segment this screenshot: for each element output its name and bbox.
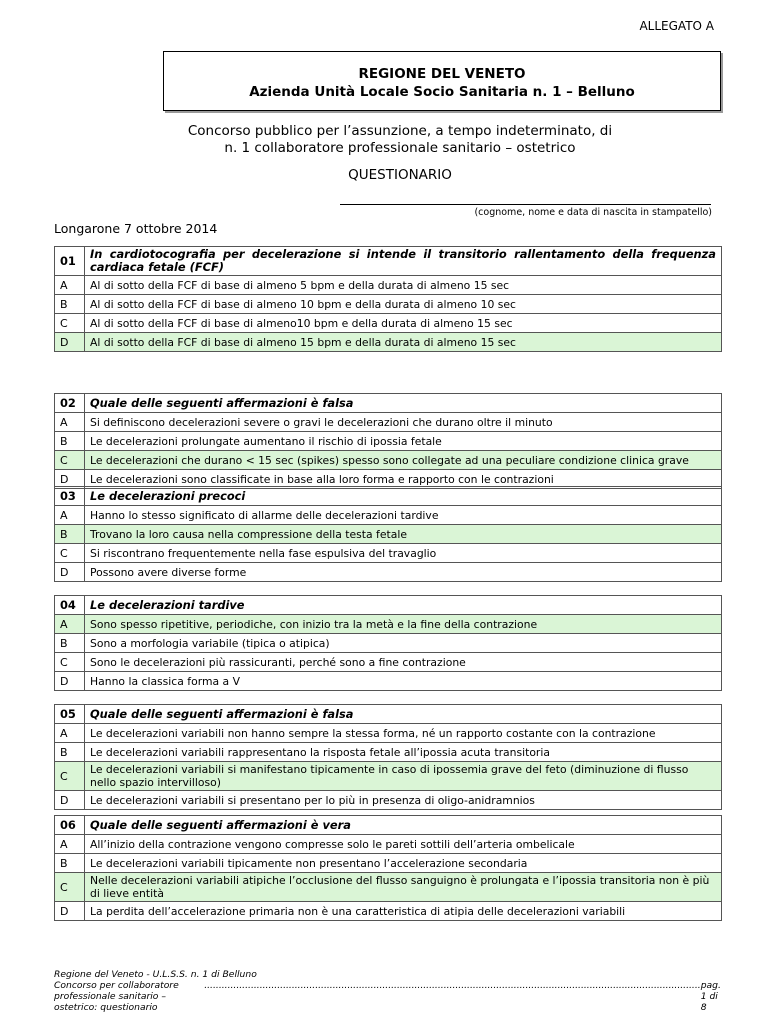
answer-text: Possono avere diverse forme bbox=[85, 563, 722, 582]
header-box bbox=[163, 51, 721, 111]
concorso-title bbox=[130, 123, 670, 157]
answer-letter: D bbox=[55, 470, 85, 489]
signature-line bbox=[340, 204, 711, 205]
answer-row bbox=[55, 743, 722, 762]
answer-letter: D bbox=[55, 563, 85, 582]
answer-text: Sono le decelerazioni più rassicuranti, perché sono a fine contrazione bbox=[85, 653, 722, 672]
footer-dots: .......................................................................................................................................................................... bbox=[204, 980, 701, 991]
question-text: Le decelerazioni tardive bbox=[85, 596, 722, 615]
question-number: 05 bbox=[55, 705, 85, 724]
footer-page-number: pag. 1 di 8 bbox=[700, 980, 721, 1013]
answer-text: Le decelerazioni variabili non hanno sempre la stessa forma, né un rapporto costante con la contrazione bbox=[85, 724, 722, 743]
answer-text: Al di sotto della FCF di base di almeno 10 bpm e della durata di almeno 10 sec bbox=[85, 295, 722, 314]
question-number: 02 bbox=[55, 394, 85, 413]
answer-text: Sono a morfologia variabile (tipica o atipica) bbox=[85, 634, 722, 653]
concorso-line-2: n. 1 collaboratore professionale sanitario – ostetrico bbox=[224, 140, 576, 156]
question-table bbox=[54, 393, 722, 489]
answer-letter: A bbox=[55, 835, 85, 854]
answer-row bbox=[55, 672, 722, 691]
answer-row-correct bbox=[55, 762, 722, 791]
answer-text: Le decelerazioni sono classificate in base alla loro forma e rapporto con le contrazioni bbox=[85, 470, 722, 489]
question-number: 04 bbox=[55, 596, 85, 615]
answer-text: Le decelerazioni variabili si manifestano tipicamente in caso di ipossemia grave del feto (diminuzione di flusso nello spazio intervilloso) bbox=[85, 762, 722, 791]
question-table bbox=[54, 246, 722, 352]
answer-row bbox=[55, 835, 722, 854]
question-number: 06 bbox=[55, 816, 85, 835]
answer-text: All’inizio della contrazione vengono compresse solo le pareti sottili dell’arteria ombelicale bbox=[85, 835, 722, 854]
answer-letter: C bbox=[55, 873, 85, 902]
answer-text: Trovano la loro causa nella compressione della testa fetale bbox=[85, 525, 722, 544]
question-table bbox=[54, 595, 722, 691]
answer-row-correct bbox=[55, 451, 722, 470]
answer-text: Le decelerazioni variabili tipicamente non presentano l’accelerazione secondaria bbox=[85, 854, 722, 873]
answer-text: Al di sotto della FCF di base di almeno 15 bpm e della durata di almeno 15 sec bbox=[85, 333, 722, 352]
question-header-row bbox=[55, 247, 722, 276]
answer-row bbox=[55, 563, 722, 582]
answer-row bbox=[55, 854, 722, 873]
question-text: Quale delle seguenti affermazioni è falsa bbox=[85, 394, 722, 413]
answer-letter: A bbox=[55, 276, 85, 295]
question-header-row bbox=[55, 705, 722, 724]
answer-letter: B bbox=[55, 432, 85, 451]
question-header-row bbox=[55, 487, 722, 506]
questionario-title: QUESTIONARIO bbox=[348, 167, 452, 183]
question-number: 03 bbox=[55, 487, 85, 506]
answer-row bbox=[55, 432, 722, 451]
answer-row-correct bbox=[55, 873, 722, 902]
answer-row bbox=[55, 653, 722, 672]
answer-row-correct bbox=[55, 615, 722, 634]
document-date: Longarone 7 ottobre 2014 bbox=[54, 221, 218, 236]
answer-row bbox=[55, 902, 722, 921]
answer-row bbox=[55, 413, 722, 432]
answer-letter: D bbox=[55, 333, 85, 352]
answer-text: Si riscontrano frequentemente nella fase espulsiva del travaglio bbox=[85, 544, 722, 563]
concorso-line-1: Concorso pubblico per l’assunzione, a tempo indeterminato, di bbox=[187, 123, 613, 139]
answer-letter: D bbox=[55, 672, 85, 691]
answer-row bbox=[55, 276, 722, 295]
answer-row-correct bbox=[55, 333, 722, 352]
answer-text: Le decelerazioni che durano < 15 sec (spikes) spesso sono collegate ad una peculiare condizione clinica grave bbox=[85, 451, 722, 470]
answer-text: Hanno la classica forma a V bbox=[85, 672, 722, 691]
answer-text: Sono spesso ripetitive, periodiche, con inizio tra la metà e la fine della contrazione bbox=[85, 615, 722, 634]
answer-letter: B bbox=[55, 634, 85, 653]
answer-row bbox=[55, 544, 722, 563]
header-region: REGIONE DEL VENETO bbox=[358, 66, 526, 82]
question-number: 01 bbox=[55, 247, 85, 276]
answer-text: Nelle decelerazioni variabili atipiche l’occlusione del flusso sanguigno è prolungata e l’ipossia transitoria non è più di lieve entità bbox=[85, 873, 722, 902]
answer-text: Al di sotto della FCF di base di almeno10 bpm e della durata di almeno 15 sec bbox=[85, 314, 722, 333]
answer-letter: D bbox=[55, 902, 85, 921]
answer-letter: A bbox=[55, 615, 85, 634]
answer-row bbox=[55, 634, 722, 653]
answer-row bbox=[55, 506, 722, 525]
allegato-label: ALLEGATO A bbox=[639, 19, 714, 33]
question-text: In cardiotocografia per decelerazione si intende il transitorio rallentamento della frequenza cardiaca fetale (FCF) bbox=[85, 247, 722, 276]
footer-line-1: Regione del Veneto - U.L.S.S. n. 1 di Belluno bbox=[54, 969, 257, 980]
answer-letter: C bbox=[55, 762, 85, 791]
answer-row bbox=[55, 295, 722, 314]
answer-text: Le decelerazioni variabili rappresentano la risposta fetale all’ipossia acuta transitoria bbox=[85, 743, 722, 762]
signature-caption: (cognome, nome e data di nascita in stampatello) bbox=[474, 207, 712, 218]
answer-letter: C bbox=[55, 653, 85, 672]
question-table bbox=[54, 815, 722, 921]
answer-letter: A bbox=[55, 413, 85, 432]
page-footer bbox=[54, 969, 722, 1013]
question-header-row bbox=[55, 596, 722, 615]
answer-text: Al di sotto della FCF di base di almeno 5 bpm e della durata di almeno 15 sec bbox=[85, 276, 722, 295]
answer-letter: C bbox=[55, 314, 85, 333]
answer-row bbox=[55, 724, 722, 743]
answer-letter: C bbox=[55, 451, 85, 470]
question-table bbox=[54, 704, 722, 810]
answer-letter: B bbox=[55, 854, 85, 873]
question-header-row bbox=[55, 394, 722, 413]
answer-letter: B bbox=[55, 525, 85, 544]
answer-row bbox=[55, 314, 722, 333]
question-table bbox=[54, 486, 722, 582]
question-text: Quale delle seguenti affermazioni è falsa bbox=[85, 705, 722, 724]
question-text: Le decelerazioni precoci bbox=[85, 487, 722, 506]
answer-row-correct bbox=[55, 525, 722, 544]
footer-line-2: Concorso per collaboratore professionale sanitario – ostetrico: questionario bbox=[54, 980, 179, 1013]
answer-letter: B bbox=[55, 743, 85, 762]
answer-text: Hanno lo stesso significato di allarme delle decelerazioni tardive bbox=[85, 506, 722, 525]
answer-text: La perdita dell’accelerazione primaria non è una caratteristica di atipia delle decelerazioni variabili bbox=[85, 902, 722, 921]
answer-row bbox=[55, 791, 722, 810]
answer-letter: B bbox=[55, 295, 85, 314]
answer-letter: D bbox=[55, 791, 85, 810]
answer-letter: A bbox=[55, 724, 85, 743]
answer-letter: A bbox=[55, 506, 85, 525]
question-text: Quale delle seguenti affermazioni è vera bbox=[85, 816, 722, 835]
answer-text: Le decelerazioni prolungate aumentano il rischio di ipossia fetale bbox=[85, 432, 722, 451]
header-azienda: Azienda Unità Locale Socio Sanitaria n. 1 – Belluno bbox=[249, 84, 635, 100]
answer-text: Si definiscono decelerazioni severe o gravi le decelerazioni che durano oltre il minuto bbox=[85, 413, 722, 432]
answer-letter: C bbox=[55, 544, 85, 563]
question-header-row bbox=[55, 816, 722, 835]
answer-text: Le decelerazioni variabili si presentano per lo più in presenza di oligo-anidramnios bbox=[85, 791, 722, 810]
